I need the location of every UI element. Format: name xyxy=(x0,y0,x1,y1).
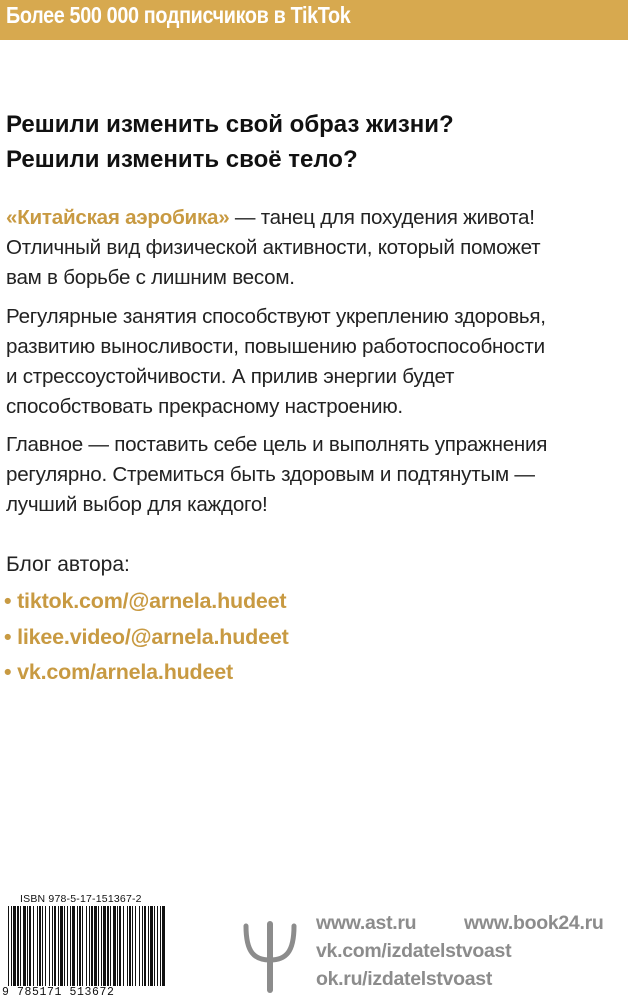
barcode xyxy=(2,906,172,1000)
intro-line-2: Отличный вид физической активности, который поможет xyxy=(6,236,541,259)
intro-paragraph xyxy=(6,203,626,293)
blog-link-vk[interactable]: • vk.com/arnela.hudeet xyxy=(4,660,233,684)
ok-link[interactable]: ok.ru/izdatelstvoast xyxy=(316,968,493,990)
intro-line-3: вам в борьбе с лишним весом. xyxy=(6,266,295,289)
banner-text: Более 500 000 подписчиков в TikTok xyxy=(6,2,351,28)
goal-line-1: Главное — поставить себе цель и выполнять упражнения xyxy=(6,433,548,456)
benefits-line-1: Регулярные занятия способствуют укреплению здоровья, xyxy=(6,305,546,328)
brand-name: «Китайская аэробика» xyxy=(6,206,230,229)
benefits-line-3: и стрессоустойчивости. А прилив энергии будет xyxy=(6,365,455,388)
top-banner xyxy=(0,0,628,40)
headline-line-2: Решили изменить своё тело? xyxy=(6,146,358,173)
site-ast[interactable]: www.ast.ru xyxy=(316,912,417,934)
blog-links xyxy=(4,584,289,691)
goal-line-3: лучший выбор для каждого! xyxy=(6,493,268,516)
blog-link-tiktok[interactable]: • tiktok.com/@arnela.hudeet xyxy=(4,589,287,613)
isbn-label: ISBN 978-5-17-151367-2 xyxy=(20,893,142,905)
headline-line-1: Решили изменить свой образ жизни? xyxy=(6,111,454,138)
benefits-paragraph xyxy=(6,302,626,422)
goal-paragraph xyxy=(6,430,626,520)
barcode-digits: 9 785171 513672 xyxy=(2,986,172,1000)
benefits-line-2: развитию выносливости, повышению работоспособности xyxy=(6,335,545,358)
blog-link-likee[interactable]: • likee.video/@arnela.hudeet xyxy=(4,624,289,649)
site-book24[interactable]: www.book24.ru xyxy=(464,912,604,934)
psi-logo-icon xyxy=(240,920,300,994)
intro-line-1 xyxy=(6,203,626,233)
blog-label: Блог автора: xyxy=(6,553,130,576)
benefits-line-4: способствовать прекрасному настроению. xyxy=(6,395,403,418)
intro-line-1-rest: — танец для похудения живота! xyxy=(229,206,535,229)
goal-line-2: регулярно. Стремиться быть здоровым и подтянутым — xyxy=(6,463,535,486)
vk-link[interactable]: vk.com/izdatelstvoast xyxy=(316,940,512,962)
